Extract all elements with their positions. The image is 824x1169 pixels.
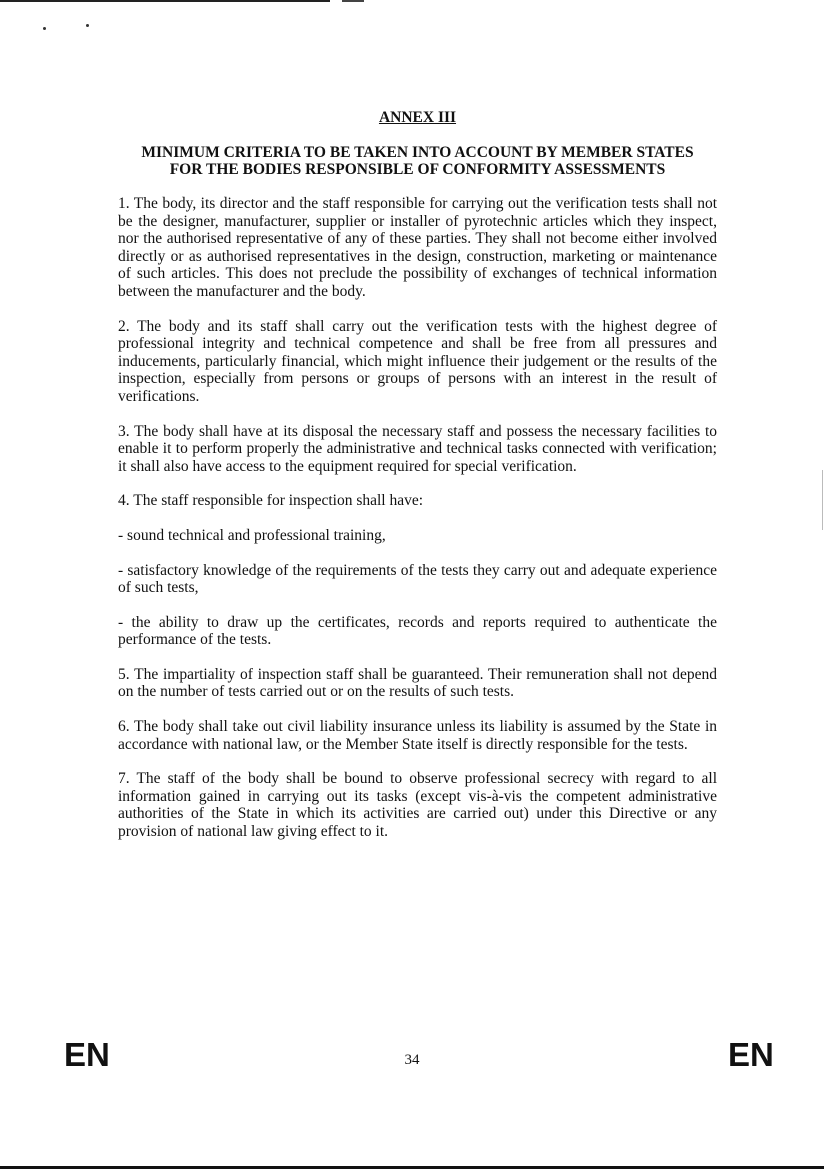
language-code-right: EN [728, 1036, 774, 1073]
paragraph-3: 3. The body shall have at its disposal the necessary staff and possess the necessary facilities to enable it to perform properly the administrative and technical tasks connected with verification; it shall also have access to the equipment required for special verification. [118, 422, 717, 475]
scan-edge-mark [822, 470, 823, 530]
list-item-training: - sound technical and professional training, [118, 526, 386, 544]
section-heading [118, 144, 717, 178]
scan-speck [86, 24, 89, 27]
document-page [118, 108, 717, 858]
paragraph-5: 5. The impartiality of inspection staff shall be guaranteed. Their remuneration shall not depend on the number of tests carried out or on the results of such tests. [118, 665, 717, 701]
section-heading-line: MINIMUM CRITERIA TO BE TAKEN INTO ACCOUNT BY MEMBER STATES [141, 144, 694, 161]
list-item-knowledge: - satisfactory knowledge of the requirements of the tests they carry out and adequate experience of such tests, [118, 561, 717, 597]
annex-title: ANNEX III [378, 109, 457, 126]
paragraph-7: 7. The staff of the body shall be bound to observe professional secrecy with regard to all information gained in carrying out its tasks (except vis-à-vis the competent administrative authorities of the State in which its activities are carried out) under this Directive or any provision of national law giving effect to it. [118, 770, 717, 841]
paragraph-6: 6. The body shall take out civil liability insurance unless its liability is assumed by the State in accordance with national law, or the Member State itself is directly responsible for the tests. [118, 718, 717, 753]
paragraph-2: 2. The body and its staff shall carry out the verification tests with the highest degree of professional integrity and technical competence and shall be free from all pressures and inducements, particularly financial, which might influence their judgement or the results of the inspection, especially from persons or groups of persons with an interest in the result of verifications. [118, 317, 717, 405]
paragraph-1: 1. The body, its director and the staff responsible for carrying out the verification tests shall not be the designer, manufacturer, supplier or installer of pyrotechnic articles which they inspect, nor the authorised representative of any of these parties. They shall not become either involved directly or as authorised representatives in the design, construction, marketing or maintenance of such articles. This does not preclude the possibility of exchanges of technical information between the manufacturer and the body. [118, 195, 717, 300]
paragraph-4: 4. The staff responsible for inspection shall have: [118, 492, 424, 510]
page-number: 34 [404, 1052, 420, 1068]
scan-border-top-fragment [342, 0, 364, 2]
list-item-certificates: - the ability to draw up the certificates, records and reports required to authenticate the performance of the tests. [118, 613, 717, 649]
scan-speck [43, 27, 46, 30]
language-code-left: EN [64, 1036, 110, 1073]
section-heading-line: FOR THE BODIES RESPONSIBLE OF CONFORMITY ASSESSMENTS [169, 161, 666, 178]
scan-border-top [0, 0, 330, 2]
